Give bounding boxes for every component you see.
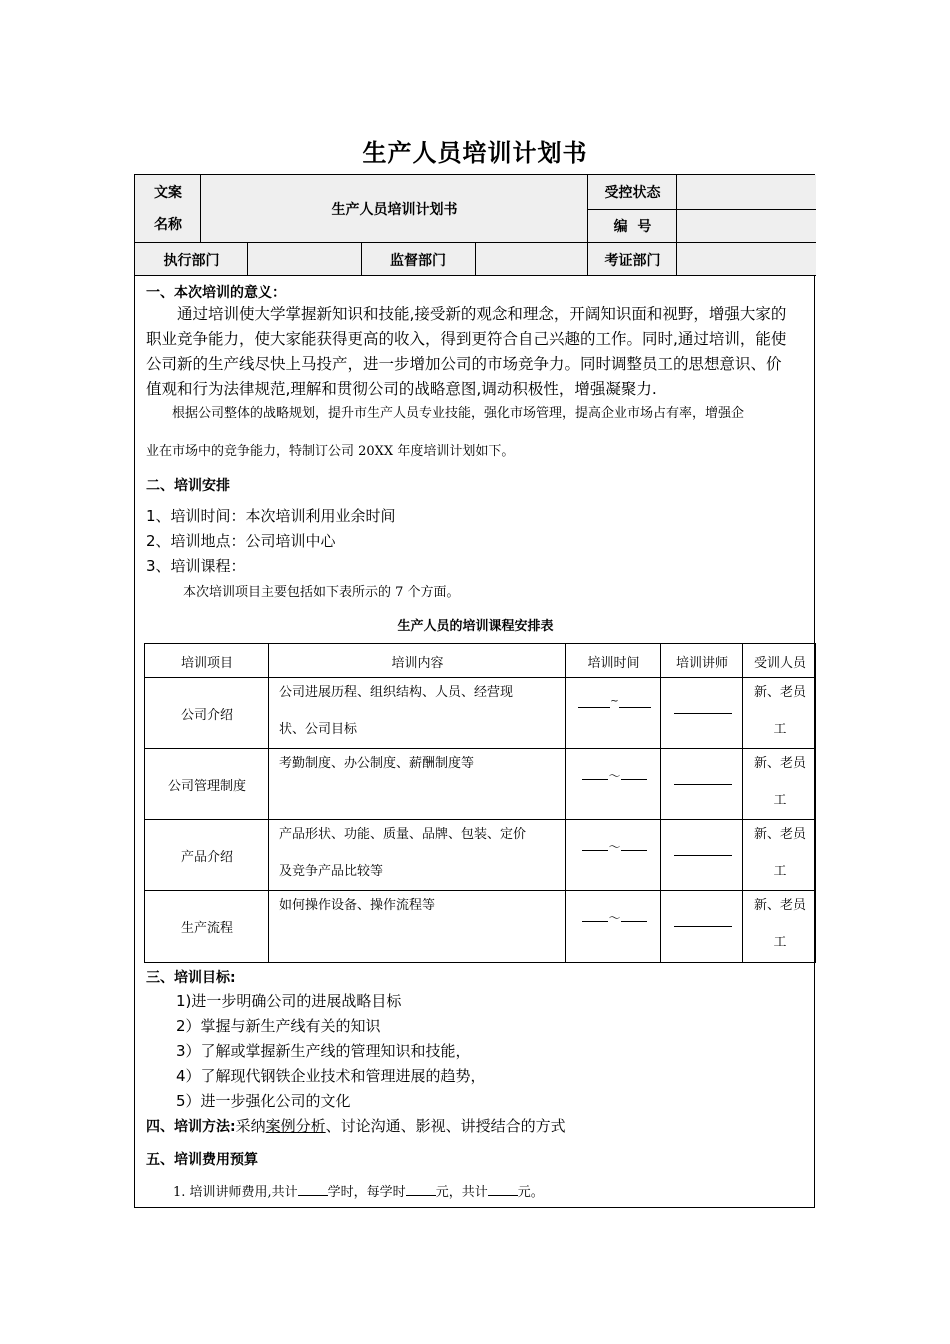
row-trainee-line: 新、老员 <box>753 898 806 913</box>
para1-line: 公司新的生产线尽快上马投产，进一步增加公司的市场竞争力。同时调整员工的思想意识、价 <box>146 355 782 373</box>
row-content-line: 及竞争产品比较等 <box>279 864 384 879</box>
grid-line <box>145 677 816 678</box>
number-text: 编 号 <box>613 219 652 235</box>
grid-line <box>565 644 566 962</box>
grid-line <box>145 890 816 891</box>
para2-line: 根据公司整体的战略规划，提升市生产人员专业技能，强化市场管理，提高企业市场占有率，增强企 <box>172 406 745 421</box>
doc-name-text: 生产人员培训计划书 <box>331 202 458 218</box>
hours-blank[interactable] <box>298 1195 328 1196</box>
row-trainer[interactable] <box>674 838 732 856</box>
time-separator: ～ <box>608 840 621 854</box>
row-trainee-line: 工 <box>773 935 787 950</box>
row-trainee-line: 新、老员 <box>753 756 806 771</box>
doc-name-value <box>201 175 588 243</box>
time-separator: ～ <box>608 911 621 925</box>
row-trainer[interactable] <box>674 767 732 785</box>
row-time[interactable] <box>577 767 652 787</box>
para2-line: 业在市场中的竞争能力，特制订公司 20XX 年度培训计划如下。 <box>146 444 515 459</box>
course-table-title: 生产人员的培训课程安排表 <box>397 619 554 634</box>
row-trainee <box>743 895 817 954</box>
row-content-line: 状、公司目标 <box>279 722 358 737</box>
trainer-fee-line <box>173 1181 544 1200</box>
row-item: 生产流程 <box>180 921 233 936</box>
col-header-trainee: 受训人员 <box>753 655 806 671</box>
number-label <box>588 209 677 243</box>
time-separator: ~ <box>610 696 619 707</box>
training-time: 1、培训时间：本次培训利用业余时间 <box>146 507 396 525</box>
goal-item: 3）了解或掌握新生产线的管理知识和技能， <box>176 1042 471 1060</box>
row-content-line: 产品形状、功能、质量、品牌、包装、定价 <box>279 827 527 842</box>
row-item: 产品介绍 <box>180 850 233 865</box>
controlled-status-value[interactable] <box>677 175 816 209</box>
row-trainee-line: 新、老员 <box>753 827 806 842</box>
section1-paragraph1 <box>146 302 806 402</box>
row-trainee-line: 工 <box>773 864 787 879</box>
section4-heading: 四、培训方法: <box>146 1119 236 1135</box>
row-trainee-line: 工 <box>773 722 787 737</box>
row-content <box>279 824 561 883</box>
method-text-pre: 采纳 <box>235 1117 266 1135</box>
doc-name-label-1: 文案 <box>154 185 182 201</box>
goal-item: 4）了解现代钢铁企业技术和管理进展的趋势， <box>176 1067 486 1085</box>
grid-line <box>361 243 362 276</box>
section4-line <box>146 1115 566 1136</box>
case-analysis-link[interactable]: 案例分析 <box>265 1117 326 1135</box>
doc-name-label <box>135 175 201 243</box>
fee-text: 元，共计 <box>435 1185 488 1200</box>
row-time[interactable] <box>577 909 652 929</box>
supervise-dept-value[interactable] <box>475 243 588 276</box>
course-table <box>144 643 816 963</box>
grid-line <box>587 175 588 276</box>
goal-item: 1)进一步明确公司的进展战略目标 <box>176 992 402 1010</box>
row-trainee-line: 新、老员 <box>753 685 806 700</box>
doc-name-label-2: 名称 <box>154 217 182 233</box>
grid-line <box>660 644 661 962</box>
page-title: 生产人员培训计划书 <box>362 139 588 167</box>
section1-paragraph2 <box>146 395 806 471</box>
section5-heading: 五、培训费用预算 <box>146 1152 258 1168</box>
row-content-line: 考勤制度、办公制度、薪酬制度等 <box>279 756 475 771</box>
fee-text: 1. 培训讲师费用,共计 <box>173 1185 298 1200</box>
supervise-dept-text: 监督部门 <box>390 252 446 269</box>
row-time[interactable] <box>577 838 652 858</box>
courses-intro: 本次培训项目主要包括如下表所示的 7 个方面。 <box>183 585 460 600</box>
grid-line <box>200 175 201 243</box>
para1-line: 通过培训使大学掌握新知识和技能,接受新的观念和理念，开阔知识面和视野，增强大家的 <box>177 305 787 323</box>
row-item: 公司介绍 <box>180 708 233 723</box>
grid-line <box>676 175 677 276</box>
supervise-dept-label <box>361 243 475 276</box>
controlled-status-label <box>588 175 677 209</box>
col-header-content: 培训内容 <box>391 655 444 671</box>
col-header-item: 培训项目 <box>180 655 233 671</box>
para1-line: 职业竞争能力，使大家能获得更高的收入，得到更符合自己兴趣的工作。同时,通过培训，能使 <box>146 330 787 348</box>
grid-line <box>145 819 816 820</box>
row-trainee-line: 工 <box>773 793 787 808</box>
number-value[interactable] <box>677 209 816 243</box>
method-text-post: 、讨论沟通、影视、讲授结合的方式 <box>325 1117 566 1135</box>
row-trainee <box>743 824 817 883</box>
section3-heading: 三、培训目标: <box>146 970 236 986</box>
exec-dept-value[interactable] <box>248 243 361 276</box>
training-location: 2、培训地点：公司培训中心 <box>146 532 336 550</box>
grid-line <box>742 644 743 962</box>
section1-heading: 一、本次培训的意义： <box>146 285 286 301</box>
fee-text: 元。 <box>517 1185 544 1200</box>
grid-line <box>268 644 269 962</box>
grid-line <box>588 209 816 210</box>
plan-form <box>134 174 815 1208</box>
total-blank[interactable] <box>488 1195 518 1196</box>
verify-dept-text: 考证部门 <box>604 252 661 269</box>
row-content-line: 公司进展历程、组织结构、人员、经营现 <box>279 685 514 700</box>
verify-dept-label <box>588 243 677 276</box>
rate-blank[interactable] <box>406 1195 436 1196</box>
training-courses: 3、培训课程： <box>146 557 246 575</box>
grid-line <box>475 243 476 276</box>
section2-heading: 二、培训安排 <box>146 478 230 494</box>
exec-dept-label <box>135 243 248 276</box>
row-content <box>279 682 561 741</box>
controlled-status-text: 受控状态 <box>604 185 661 201</box>
goal-item: 2）掌握与新生产线有关的知识 <box>176 1017 381 1035</box>
row-trainee <box>743 753 817 812</box>
verify-dept-value[interactable] <box>677 243 816 276</box>
grid-line <box>145 748 816 749</box>
goal-item: 5）进一步强化公司的文化 <box>176 1092 351 1110</box>
row-content <box>279 895 561 917</box>
col-header-time: 培训时间 <box>587 655 640 671</box>
row-item: 公司管理制度 <box>167 779 246 794</box>
row-trainee <box>743 682 817 741</box>
row-content <box>279 753 561 775</box>
row-trainer[interactable] <box>674 696 732 714</box>
col-header-trainer: 培训讲师 <box>675 655 728 671</box>
fee-text: 学时，每学时 <box>327 1185 406 1200</box>
row-trainer[interactable] <box>674 909 732 927</box>
row-time[interactable] <box>577 696 652 716</box>
exec-dept-text: 执行部门 <box>163 252 220 269</box>
para1-line: 值观和行为法律规范,理解和贯彻公司的战略意图,调动积极性，增强凝聚力. <box>146 380 657 398</box>
grid-line <box>247 243 248 276</box>
time-separator: ～ <box>608 769 621 783</box>
row-content-line: 如何操作设备、操作流程等 <box>279 898 436 913</box>
